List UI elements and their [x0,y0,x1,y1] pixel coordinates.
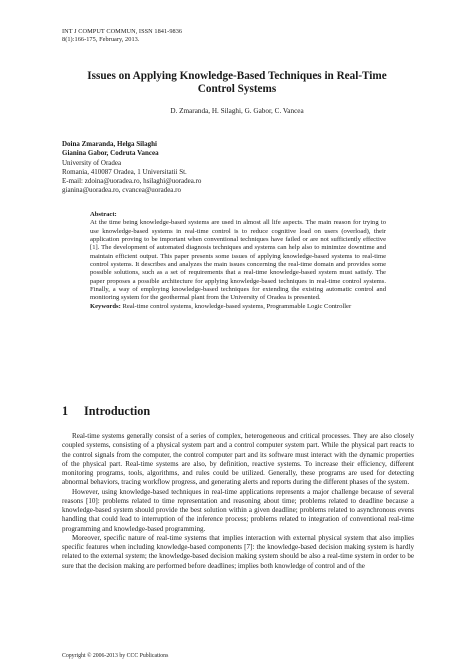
email-line-1: E-mail: zdoina@uoradea.ro, hsilaghi@uoradea.ro [62,177,202,186]
copyright-footer: Copyright © 2006-2013 by CCC Publications [62,653,169,659]
email-line-2: gianina@uoradea.ro, cvancea@uoradea.ro [62,186,181,195]
abstract-text: At the time being knowledge-based systems are used in almost all life aspects. The main reason for trying to use knowledge-based systems in real-time control is to reduce cognitive load on users (overload), their application proving to be important when conventional techniques have failed or are not sufficiently effective [1]. The development of automated diagnosis techniques and systems can help also to minimize downtime and maintain efficient output. This paper presents some issues of applying knowledge-based systems to real-time control systems. It describes and analyzes the main issues concerning the real-time domain and provides some possible solutions, such as a set of requirements that a real-time knowledge-based system must satisfy. The paper proposes a possible architecture for applying knowledge-based techniques in real-time control systems. Finally, a way of employing knowledge-based techniques for extending the existing automatic control and monitoring system for the geothermal plant from the University of Oradea is presented. [90,219,386,302]
title-line-1: Issues on Applying Knowledge-Based Techniques in Real-Time [87,70,387,82]
paragraph: However, using knowledge-based techniques in real-time applications represents a major challenge because of several reasons [10]: problems related to time representation and reasoning about time; problems related to deadline because a knowledge-based system should provide the best solution within a given deadline; problems related to asynchronous evens handling that could lead to interruption of the inference process; problems related to integration of conventional real-time programming and knowledge-based programming. [62,487,414,533]
keywords-line [90,303,386,311]
section-number: 1 [62,404,69,418]
paper-title [40,70,434,95]
abstract-label: Abstract: [90,211,117,218]
section-title: Introduction [84,404,151,418]
body-text [62,432,414,571]
journal-header [62,28,182,44]
abstract-block [90,211,386,311]
journal-issue: 8(1):166-175, February, 2013. [62,36,140,43]
keywords-label: Keywords: [90,302,121,310]
address: Romania, 410087 Oradea, 1 Universitatii St. [62,167,187,176]
author-names-1: Doina Zmaranda, Helga Silaghi [62,140,157,148]
paragraph: Moreover, specific nature of real-time systems that implies interaction with external physical system that also implies specific features when including knowledge-based components [7]: the knowledge-based decision making system is hardly related to the external system; the knowledge-based decision making system should be also a real-time system in order to be sure that the decision making are performed before deadlines; implies both knowledge of control and of the [62,533,414,570]
journal-name: INT J COMPUT COMMUN, ISSN 1841-9836 [62,28,183,35]
author-list: D. Zmaranda, H. Silaghi, G. Gabor, C. Vancea [170,107,304,115]
keywords-text: Real-time control systems, knowledge-based systems, Programmable Logic Controller [122,302,352,310]
institution: University of Oradea [62,158,122,167]
paragraph: Real-time systems generally consist of a series of complex, heterogeneous and critical processes. They are also closely coupled systems, consisting of a physical system part and a control computer system part. While the physical part reacts to the control signals from the computer, the control computer part and its software must interact with the dynamic properties of the physical part. Real-time systems are also, by definition, reactive systems. To increase their efficiency, different monitoring programs, tools, algorithms, and rules could be utilized. Generally, these programs are used for detecting abnormal behaviors, tracing workflow progress, and generating alerts and reports during the different phases of the system. [62,432,414,487]
author-names-2: Gianina Gabor, Codruta Vancea [62,149,159,158]
section-heading [62,404,150,419]
affiliation-block [62,140,201,196]
title-line-2: Control Systems [197,82,277,95]
